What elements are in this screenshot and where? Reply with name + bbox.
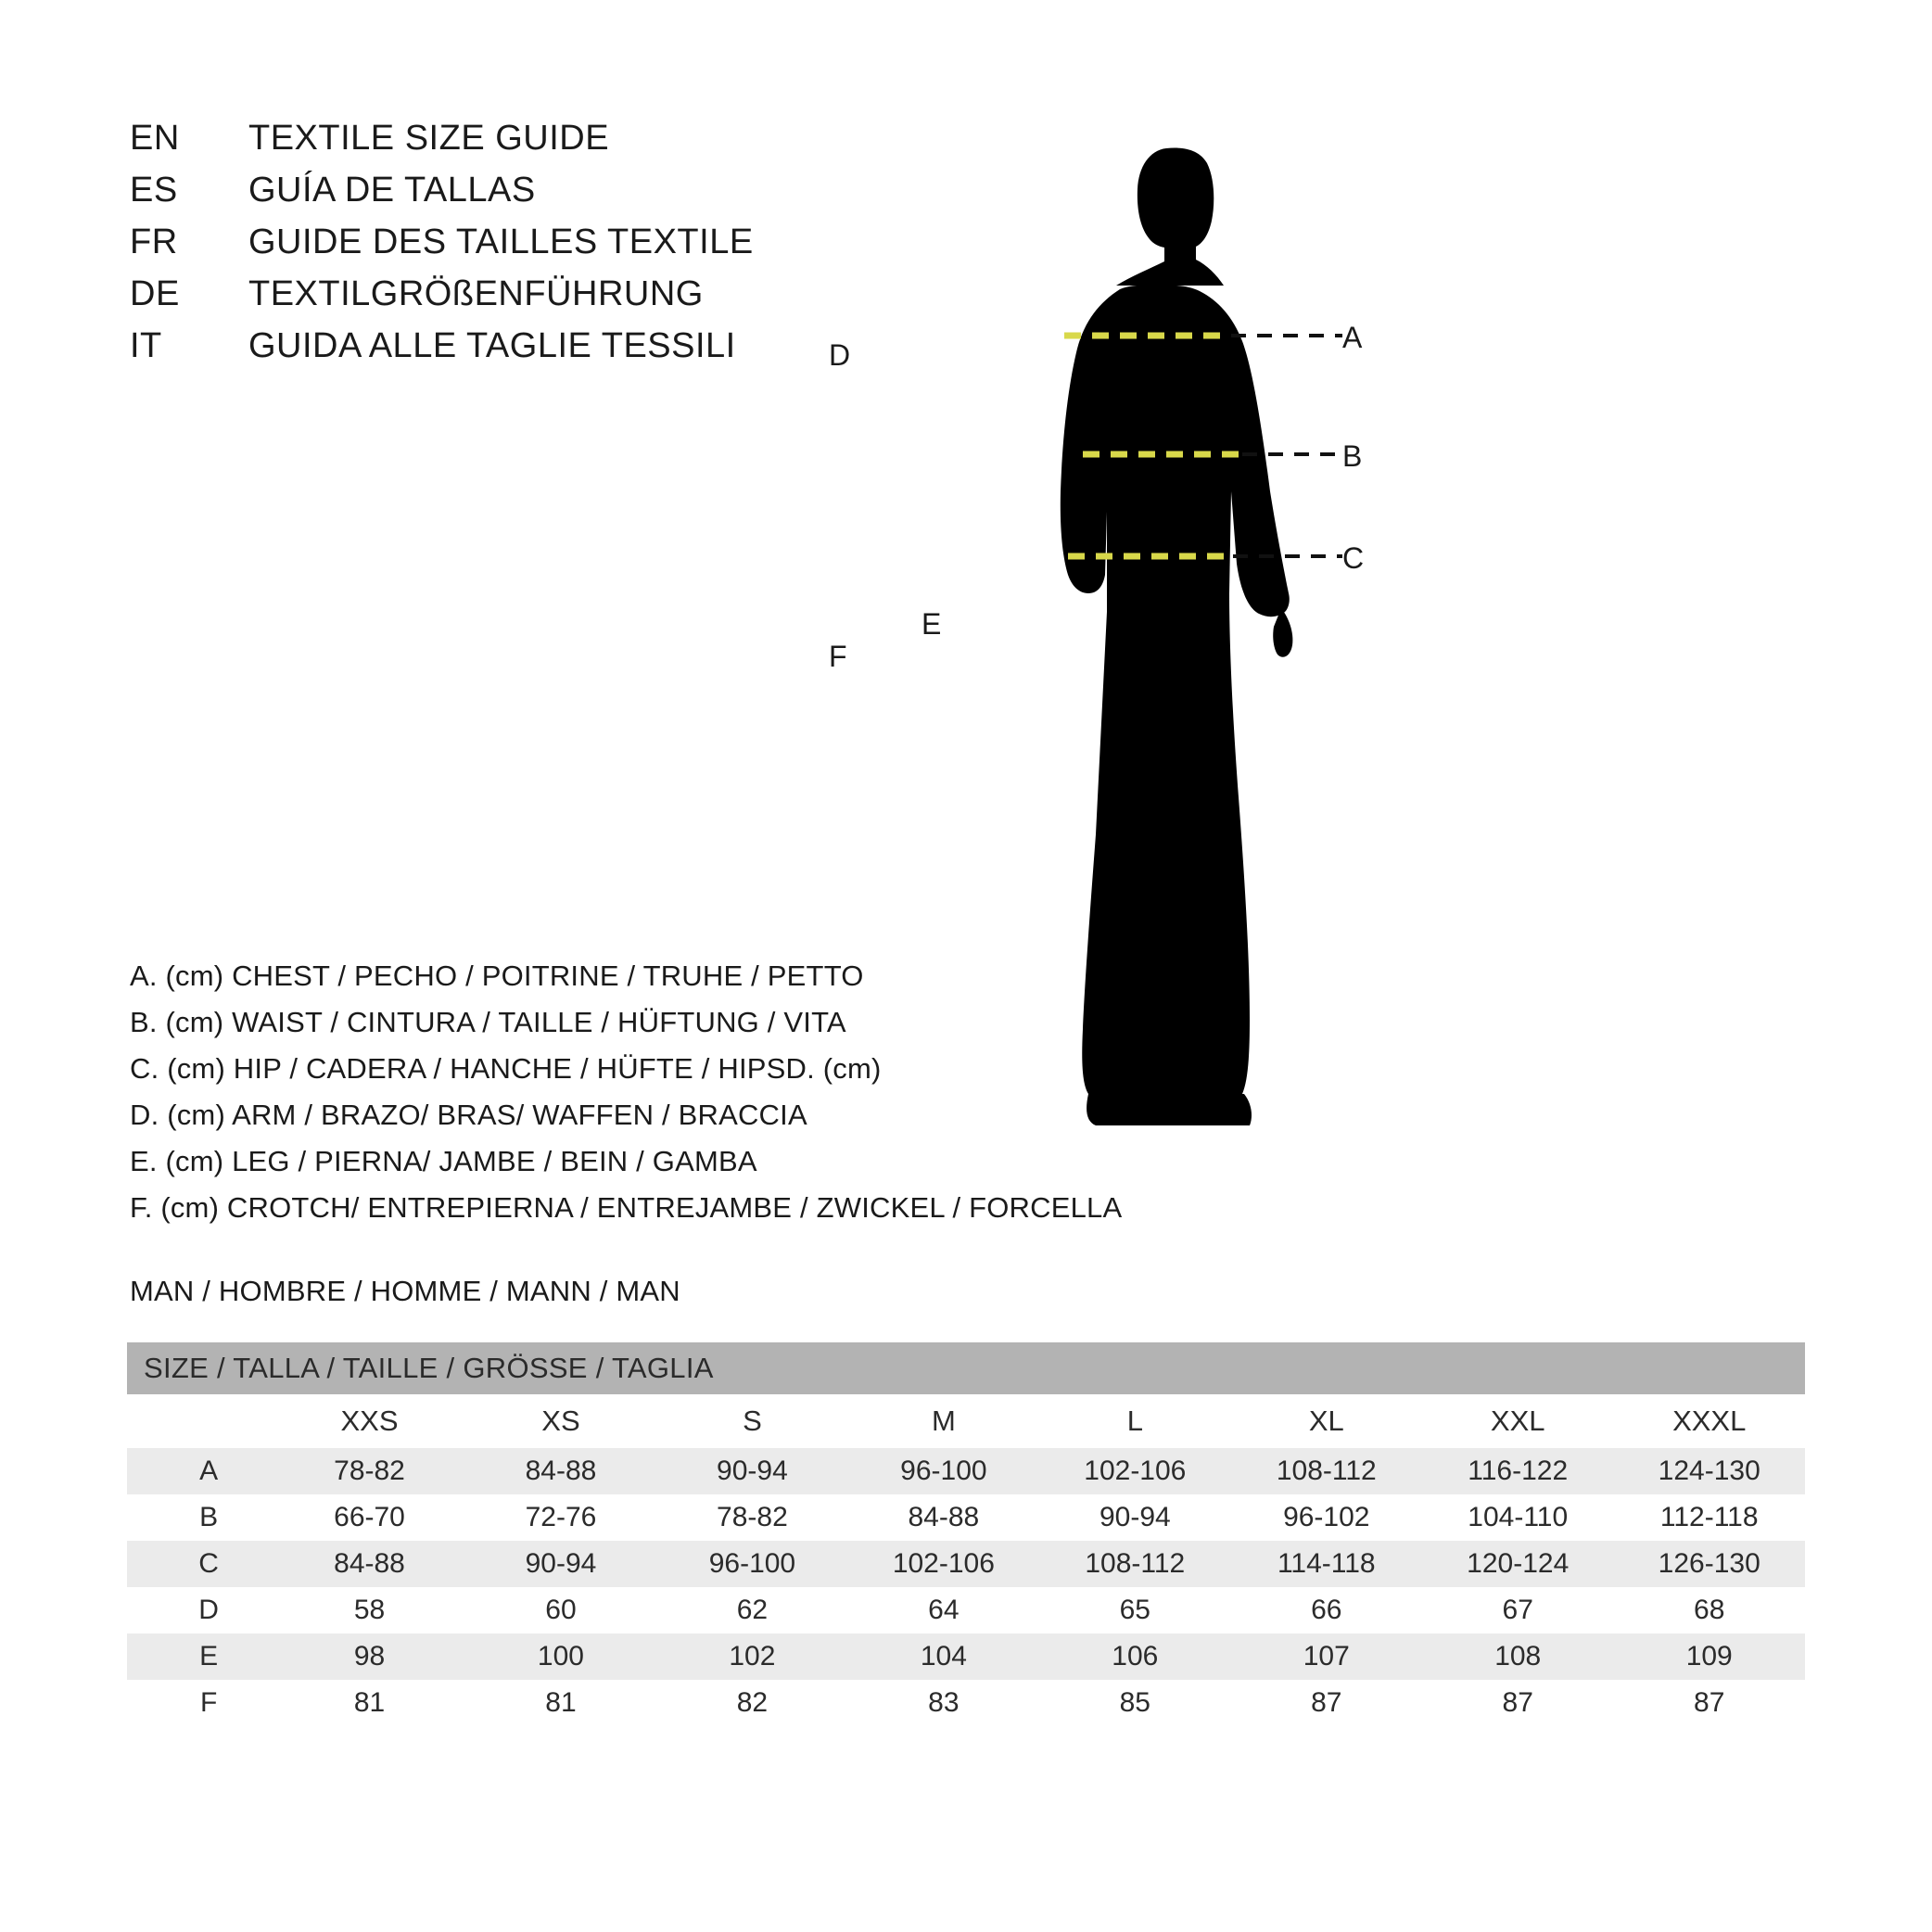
cell-c-xxl: 120-124 [1422, 1541, 1613, 1587]
cell-b-xl: 96-102 [1231, 1494, 1422, 1541]
cell-f-xl: 87 [1231, 1680, 1422, 1726]
table-header-bar [127, 1342, 1805, 1394]
table-row [127, 1494, 1805, 1541]
title-row-de [130, 274, 964, 326]
cell-c-l: 108-112 [1039, 1541, 1230, 1587]
table-row-sizes [127, 1394, 1805, 1448]
title-lang-fr: FR [130, 222, 178, 261]
cell-b-xxl: 104-110 [1422, 1494, 1613, 1541]
title-lang-es: ES [130, 171, 178, 210]
cell-f-m: 83 [848, 1680, 1039, 1726]
cell-a-xxl: 116-122 [1422, 1448, 1613, 1494]
row-key-f: F [127, 1680, 273, 1726]
cell-f-l: 85 [1039, 1680, 1230, 1726]
legend-item-a: A. (cm) CHEST / PECHO / POITRINE / TRUHE / PETTO [130, 960, 864, 992]
cell-b-xxxl: 112-118 [1613, 1494, 1805, 1541]
size-col-xxxl: XXXL [1613, 1394, 1805, 1448]
table-row [127, 1541, 1805, 1587]
cell-b-xxs: 66-70 [273, 1494, 464, 1541]
size-col-xxl: XXL [1422, 1394, 1613, 1448]
title-lang-it: IT [130, 326, 162, 365]
cell-f-s: 82 [656, 1680, 847, 1726]
dim-label-b: B [1342, 439, 1363, 473]
cell-c-s: 96-100 [656, 1541, 847, 1587]
title-text-it: GUIDA ALLE TAGLIE TESSILI [248, 326, 736, 365]
table-row [127, 1680, 1805, 1726]
title-text-fr: GUIDE DES TAILLES TEXTILE [248, 222, 754, 261]
table-row [127, 1448, 1805, 1494]
dim-label-e: E [922, 607, 942, 641]
size-col-s: S [656, 1394, 847, 1448]
title-lang-en: EN [130, 119, 180, 158]
cell-a-xs: 84-88 [465, 1448, 656, 1494]
title-row-fr [130, 222, 964, 274]
title-text-en: TEXTILE SIZE GUIDE [248, 119, 610, 158]
dim-label-d: D [829, 338, 851, 372]
row-key-c: C [127, 1541, 273, 1587]
cell-e-xxs: 98 [273, 1633, 464, 1680]
legend-item-b: B. (cm) WAIST / CINTURA / TAILLE / HÜFTUNG / VITA [130, 1006, 846, 1038]
table-header-label: SIZE / TALLA / TAILLE / GRÖSSE / TAGLIA [127, 1342, 1805, 1394]
cell-c-xl: 114-118 [1231, 1541, 1422, 1587]
row-key-b: B [127, 1494, 273, 1541]
cell-c-xxxl: 126-130 [1613, 1541, 1805, 1587]
size-col-xs: XS [465, 1394, 656, 1448]
legend-item-d: D. (cm) ARM / BRAZO/ BRAS/ WAFFEN / BRACCIA [130, 1099, 807, 1131]
size-col-xxs: XXS [273, 1394, 464, 1448]
cell-a-l: 102-106 [1039, 1448, 1230, 1494]
silhouette-svg [1010, 93, 1845, 1205]
cell-d-s: 62 [656, 1587, 847, 1633]
cell-a-xxxl: 124-130 [1613, 1448, 1805, 1494]
title-text-es: GUÍA DE TALLAS [248, 171, 536, 210]
cell-d-xl: 66 [1231, 1587, 1422, 1633]
cell-e-xxl: 108 [1422, 1633, 1613, 1680]
cell-e-xl: 107 [1231, 1633, 1422, 1680]
size-col-xl: XL [1231, 1394, 1422, 1448]
cell-e-m: 104 [848, 1633, 1039, 1680]
dim-label-c: C [1342, 541, 1365, 575]
cell-c-xs: 90-94 [465, 1541, 656, 1587]
row-key-d: D [127, 1587, 273, 1633]
title-text-de: TEXTILGRÖßENFÜHRUNG [248, 274, 704, 313]
sizes-row-key [127, 1394, 273, 1448]
table-row [127, 1587, 1805, 1633]
row-key-a: A [127, 1448, 273, 1494]
cell-d-l: 65 [1039, 1587, 1230, 1633]
size-col-m: M [848, 1394, 1039, 1448]
cell-a-xxs: 78-82 [273, 1448, 464, 1494]
size-table [127, 1342, 1805, 1726]
row-key-e: E [127, 1633, 273, 1680]
legend-item-f: F. (cm) CROTCH/ ENTREPIERNA / ENTREJAMBE / ZWICKEL / FORCELLA [130, 1191, 1123, 1224]
cell-d-xs: 60 [465, 1587, 656, 1633]
title-lang-de: DE [130, 274, 180, 313]
legend-item-e: E. (cm) LEG / PIERNA/ JAMBE / BEIN / GAMBA [130, 1145, 757, 1177]
size-col-l: L [1039, 1394, 1230, 1448]
male-silhouette-icon [1061, 148, 1293, 1125]
table-row [127, 1633, 1805, 1680]
cell-f-xxs: 81 [273, 1680, 464, 1726]
cell-f-xs: 81 [465, 1680, 656, 1726]
cell-d-xxxl: 68 [1613, 1587, 1805, 1633]
cell-e-xs: 100 [465, 1633, 656, 1680]
gender-note: MAN / HOMBRE / HOMME / MANN / MAN [130, 1275, 680, 1307]
cell-b-l: 90-94 [1039, 1494, 1230, 1541]
cell-d-xxl: 67 [1422, 1587, 1613, 1633]
legend-item-c: C. (cm) HIP / CADERA / HANCHE / HÜFTE / HIPSD. (cm) [130, 1052, 882, 1085]
cell-e-l: 106 [1039, 1633, 1230, 1680]
cell-b-s: 78-82 [656, 1494, 847, 1541]
cell-e-xxxl: 109 [1613, 1633, 1805, 1680]
title-row-es [130, 171, 964, 222]
cell-d-xxs: 58 [273, 1587, 464, 1633]
dim-label-f: F [829, 640, 847, 673]
cell-d-m: 64 [848, 1587, 1039, 1633]
cell-a-s: 90-94 [656, 1448, 847, 1494]
cell-f-xxl: 87 [1422, 1680, 1613, 1726]
cell-b-xs: 72-76 [465, 1494, 656, 1541]
cell-b-m: 84-88 [848, 1494, 1039, 1541]
cell-c-xxs: 84-88 [273, 1541, 464, 1587]
cell-a-m: 96-100 [848, 1448, 1039, 1494]
dim-label-a: A [1342, 321, 1363, 354]
body-measurement-diagram [829, 93, 1845, 1205]
cell-e-s: 102 [656, 1633, 847, 1680]
cell-a-xl: 108-112 [1231, 1448, 1422, 1494]
cell-c-m: 102-106 [848, 1541, 1039, 1587]
title-row-en [130, 119, 964, 171]
cell-f-xxxl: 87 [1613, 1680, 1805, 1726]
